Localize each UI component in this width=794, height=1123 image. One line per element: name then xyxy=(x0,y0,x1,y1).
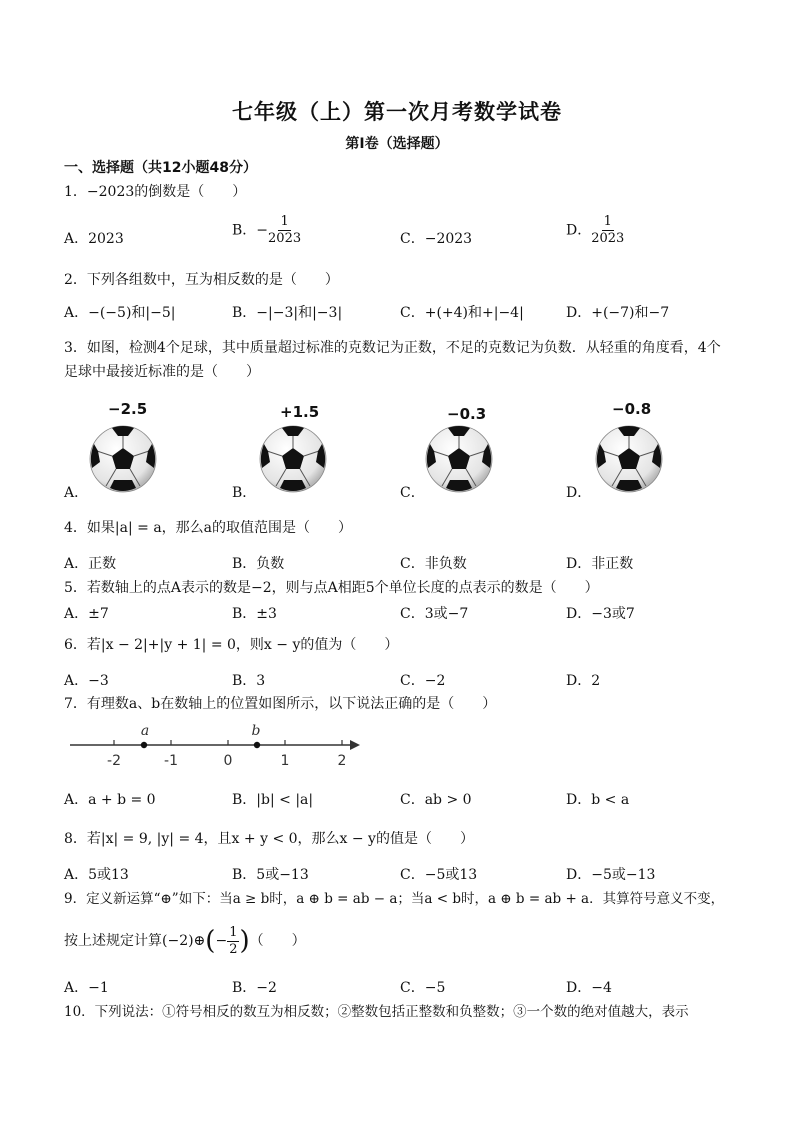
question-1-option-b xyxy=(232,214,301,247)
question-5-option-c: C．3或−7 xyxy=(400,606,469,622)
close-paren: ) xyxy=(239,926,250,956)
question-9-expression xyxy=(64,924,306,958)
fraction xyxy=(268,214,301,247)
fraction xyxy=(591,214,624,247)
soccer-ball-icon xyxy=(594,424,664,494)
page-title: 七年级（上）第一次月考数学试卷 xyxy=(232,100,562,124)
point-a-label: a xyxy=(140,723,150,739)
fraction-denominator: 2 xyxy=(229,941,238,957)
question-4-option-d: D．非正数 xyxy=(566,556,634,572)
question-8-option-c: C．−5或13 xyxy=(400,867,478,883)
option-b-prefix: B．− xyxy=(232,222,269,239)
fraction-sign: − xyxy=(215,933,228,949)
soccer-ball-icon xyxy=(424,424,494,494)
question-3-stem: 3．如图，检测4个足球，其中质量超过标准的克数记为正数，不足的克数记为负数．从轻重的角度看，4个足球中最接近标准的是（ ） xyxy=(64,340,721,380)
soccer-ball-icon xyxy=(258,424,328,494)
fraction xyxy=(227,925,239,958)
question-8-option-a: A．5或13 xyxy=(64,867,129,883)
arrow-right-icon xyxy=(350,740,360,750)
question-7-option-a: A．a + b = 0 xyxy=(64,792,156,808)
question-2-option-c: C．+(+4)和+|−4| xyxy=(400,305,524,321)
question-5-option-a: A．±7 xyxy=(64,606,109,622)
question-7-option-b: B．|b| < |a| xyxy=(232,792,314,808)
question-9-option-b: B．−2 xyxy=(232,980,277,996)
question-8-stem: 8．若|x| = 9, |y| = 4，且x + y < 0，那么x − y的值是（ ） xyxy=(64,831,474,847)
question-4-option-a: A．正数 xyxy=(64,556,117,572)
question-9-option-a: A．−1 xyxy=(64,980,109,996)
question-7-option-d: D．b < a xyxy=(566,792,630,808)
fraction-numerator: 1 xyxy=(229,924,238,940)
point-a-marker xyxy=(141,742,147,748)
page-subtitle: 第Ⅰ卷（选择题） xyxy=(345,136,449,152)
question-3-option-a: A． xyxy=(64,485,89,501)
question-3-option-c: C． xyxy=(400,485,425,501)
question-2-option-b: B．−|−3|和|−3| xyxy=(232,305,343,321)
question-9-stem: 9．定义新运算“⊕”如下：当a ≥ b时，a ⊕ b = ab − a；当a < b时，a ⊕ b = ab + a．其算符号意义不变， xyxy=(64,891,725,907)
ball-label-c: −0.3 xyxy=(447,405,487,423)
question-2-stem: 2．下列各组数中，互为相反数的是（ ） xyxy=(64,272,339,288)
fraction-denominator: 2023 xyxy=(591,231,625,246)
question-8-option-d: D．−5或−13 xyxy=(566,867,656,883)
question-1-stem: 1．−2023的倒数是（ ） xyxy=(64,184,247,200)
tick-label: 2 xyxy=(337,753,347,769)
question-1-option-a: A．2023 xyxy=(64,231,124,247)
question-4-stem: 4．如果|a| = a，那么a的取值范围是（ ） xyxy=(64,520,353,536)
tick-label: -2 xyxy=(107,753,121,769)
fraction-numerator: 1 xyxy=(280,214,289,229)
question-6-option-a: A．−3 xyxy=(64,673,109,689)
question-6-option-b: B．3 xyxy=(232,673,266,689)
section-heading: 一、选择题（共12小题48分） xyxy=(64,160,257,176)
question-6-option-d: D．2 xyxy=(566,673,601,689)
question-6-stem: 6．若|x − 2|+|y + 1| = 0，则x − y的值为（ ） xyxy=(64,637,399,653)
open-paren: ( xyxy=(205,926,216,956)
expression-suffix: （ ） xyxy=(249,933,306,949)
question-4-option-b: B．负数 xyxy=(232,556,285,572)
fraction-numerator: 1 xyxy=(603,214,612,229)
question-7-option-c: C．ab > 0 xyxy=(400,792,472,808)
question-6-option-c: C．−2 xyxy=(400,673,446,689)
ball-label-d: −0.8 xyxy=(612,400,652,418)
question-1-option-c: C．−2023 xyxy=(400,231,473,247)
question-9-option-c: C．−5 xyxy=(400,980,446,996)
fraction-denominator: 2023 xyxy=(268,231,302,246)
question-2-option-a: A．−(−5)和|−5| xyxy=(64,305,176,321)
question-5-option-b: B．±3 xyxy=(232,606,277,622)
option-d-prefix: D． xyxy=(566,222,592,239)
tick-label: 1 xyxy=(280,753,290,769)
question-3-option-b: B． xyxy=(232,485,257,501)
point-b-label: b xyxy=(251,723,261,739)
question-5-stem: 5．若数轴上的点A表示的数是−2，则与点A相距5个单位长度的点表示的数是（ ） xyxy=(64,580,599,596)
tick-label: -1 xyxy=(164,753,178,769)
question-5-option-d: D．−3或7 xyxy=(566,606,635,622)
question-3-option-d: D． xyxy=(566,485,592,501)
question-9-option-d: D．−4 xyxy=(566,980,612,996)
question-7-stem: 7．有理数a、b在数轴上的位置如图所示，以下说法正确的是（ ） xyxy=(64,696,497,712)
question-2-option-d: D．+(−7)和−7 xyxy=(566,305,670,321)
ball-label-b: +1.5 xyxy=(280,403,320,421)
question-4-option-c: C．非负数 xyxy=(400,556,467,572)
question-1-option-d xyxy=(566,214,624,247)
tick-label: 0 xyxy=(223,753,233,769)
question-10-stem: 10．下列说法：①符号相反的数互为相反数；②整数包括正整数和负整数；③一个数的绝对值越大，表示 xyxy=(64,1004,689,1020)
expression-prefix: 按上述规定计算(−2)⊕ xyxy=(64,933,206,949)
soccer-ball-icon xyxy=(88,424,158,494)
question-8-option-b: B．5或−13 xyxy=(232,867,309,883)
number-line-diagram xyxy=(66,720,366,772)
point-b-marker xyxy=(254,742,260,748)
ball-label-a: −2.5 xyxy=(108,400,148,418)
